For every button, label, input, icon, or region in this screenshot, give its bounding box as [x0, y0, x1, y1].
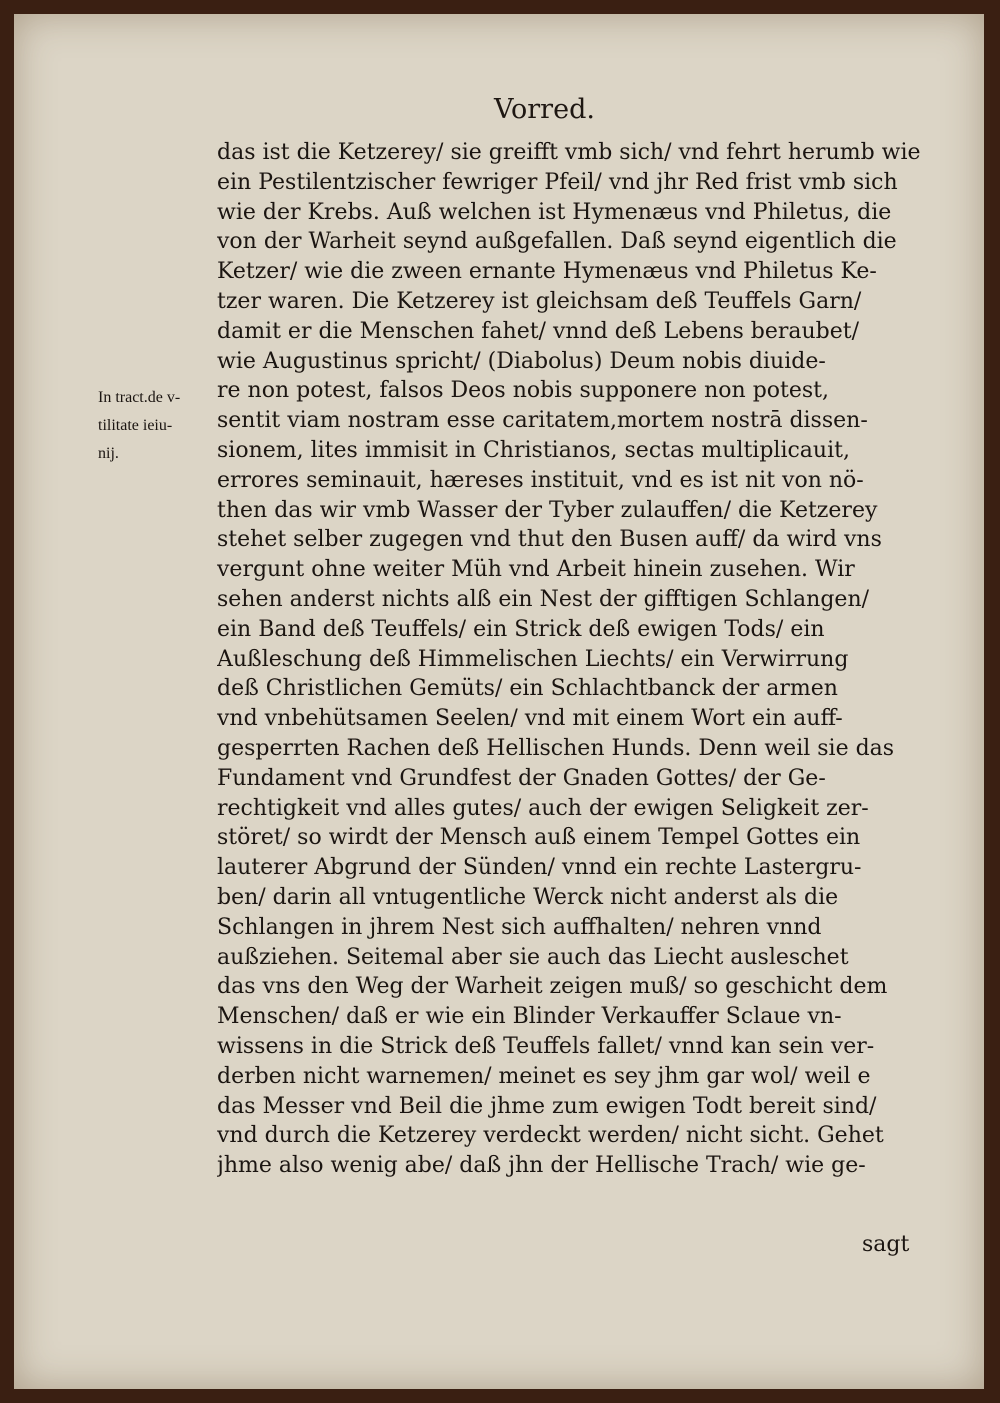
text-line: Außleschung deß Himmelischen Liechts/ ein Verwirrung: [217, 646, 849, 672]
text-line: ein Band deß Teuffels/ ein Strick deß ewigen Tods/ ein: [217, 616, 825, 642]
text-line: das Messer vnd Beil die jhme zum ewigen Todt bereit sind/: [217, 1093, 877, 1119]
text-line: wie der Krebs. Auß welchen ist Hymenæus vnd Philetus, die: [217, 199, 892, 225]
text-line: das vns den Weg der Warheit zeigen muß/ so geschicht dem: [217, 974, 888, 1000]
text-line: vergunt ohne weiter Müh vnd Arbeit hinein zusehen. Wir: [217, 557, 855, 583]
text-line: ben/ darin all vntugentliche Werck nicht anderst als die: [217, 884, 839, 910]
text-line: wie Augustinus spricht/ (Diabolus) Deum nobis diuide-: [217, 348, 826, 374]
text-line: jhme also wenig abe/ daß jhn der Hellische Trach/ wie ge-: [217, 1153, 866, 1179]
text-line: derben nicht warnemen/ meinet es sey jhm gar wol/ weil e: [217, 1063, 871, 1089]
text-line: Menschen/ daß er wie ein Blinder Verkauffer Sclaue vn-: [217, 1004, 842, 1030]
text-line: sionem, lites immisit in Christianos, sectas multiplicauit,: [217, 437, 850, 463]
text-line: ein Pestilentzischer fewriger Pfeil/ vnd jhr Red frist vmb sich: [217, 169, 898, 195]
text-line: lauterer Abgrund der Sünden/ vnnd ein rechte Lastergru-: [217, 855, 862, 881]
margin-note-line: In tract.de v-: [98, 389, 181, 406]
text-line: deß Christlichen Gemüts/ ein Schlachtbanck der armen: [217, 676, 838, 702]
text-line: re non potest, falsos Deos nobis supponere non potest,: [217, 378, 830, 404]
book-page: [14, 14, 984, 1389]
body-text: [217, 138, 927, 1181]
margin-note-line: nij.: [98, 445, 119, 462]
text-line: sentit viam nostram esse caritatem,mortem nostrā dissen-: [217, 408, 868, 434]
text-line: störet/ so wirdt der Mensch auß einem Tempel Gottes ein: [217, 825, 861, 851]
text-line: vnd vnbehütsamen Seelen/ vnd mit einem Wort ein auff-: [217, 706, 843, 732]
text-line: Ketzer/ wie die zween ernante Hymenæus vnd Philetus Ke-: [217, 259, 877, 285]
text-line: tzer waren. Die Ketzerey ist gleichsam deß Teuffels Garn/: [217, 288, 862, 314]
text-line: vnd durch die Ketzerey verdeckt werden/ nicht sicht. Gehet: [217, 1123, 884, 1149]
text-line: stehet selber zugegen vnd thut den Busen auff/ da wird vns: [217, 527, 882, 553]
text-line: wissens in die Strick deß Teuffels fallet/ vnnd kan sein ver-: [217, 1033, 875, 1059]
text-line: Fundament vnd Grundfest der Gnaden Gottes/ der Ge-: [217, 765, 826, 791]
catchword: sagt: [862, 1232, 910, 1257]
margin-note: [98, 384, 228, 468]
margin-note-line: tilitate ieiu-: [98, 417, 173, 434]
text-line: then das wir vmb Wasser der Tyber zulauffen/ die Ketzerey: [217, 497, 878, 523]
text-line: sehen anderst nichts alß ein Nest der gifftigen Schlangen/: [217, 586, 870, 612]
text-line: damit er die Menschen fahet/ vnnd deß Lebens beraubet/: [217, 318, 860, 344]
text-line: außziehen. Seitemal aber sie auch das Liecht ausleschet: [217, 944, 849, 970]
text-line: das ist die Ketzerey/ sie greifft vmb sich/ vnd fehrt herumb wie: [217, 140, 921, 165]
text-line: errores seminauit, hæreses instituit, vnd es ist nit von nö-: [217, 467, 864, 493]
running-header: Vorred.: [494, 94, 595, 125]
text-line: rechtigkeit vnd alles gutes/ auch der ewigen Seligkeit zer-: [217, 795, 869, 821]
text-line: gesperrten Rachen deß Hellischen Hunds. Denn weil sie das: [217, 735, 895, 761]
text-line: Schlangen in jhrem Nest sich auffhalten/ nehren vnnd: [217, 914, 822, 940]
text-line: von der Warheit seynd außgefallen. Daß seynd eigentlich die: [217, 229, 897, 255]
